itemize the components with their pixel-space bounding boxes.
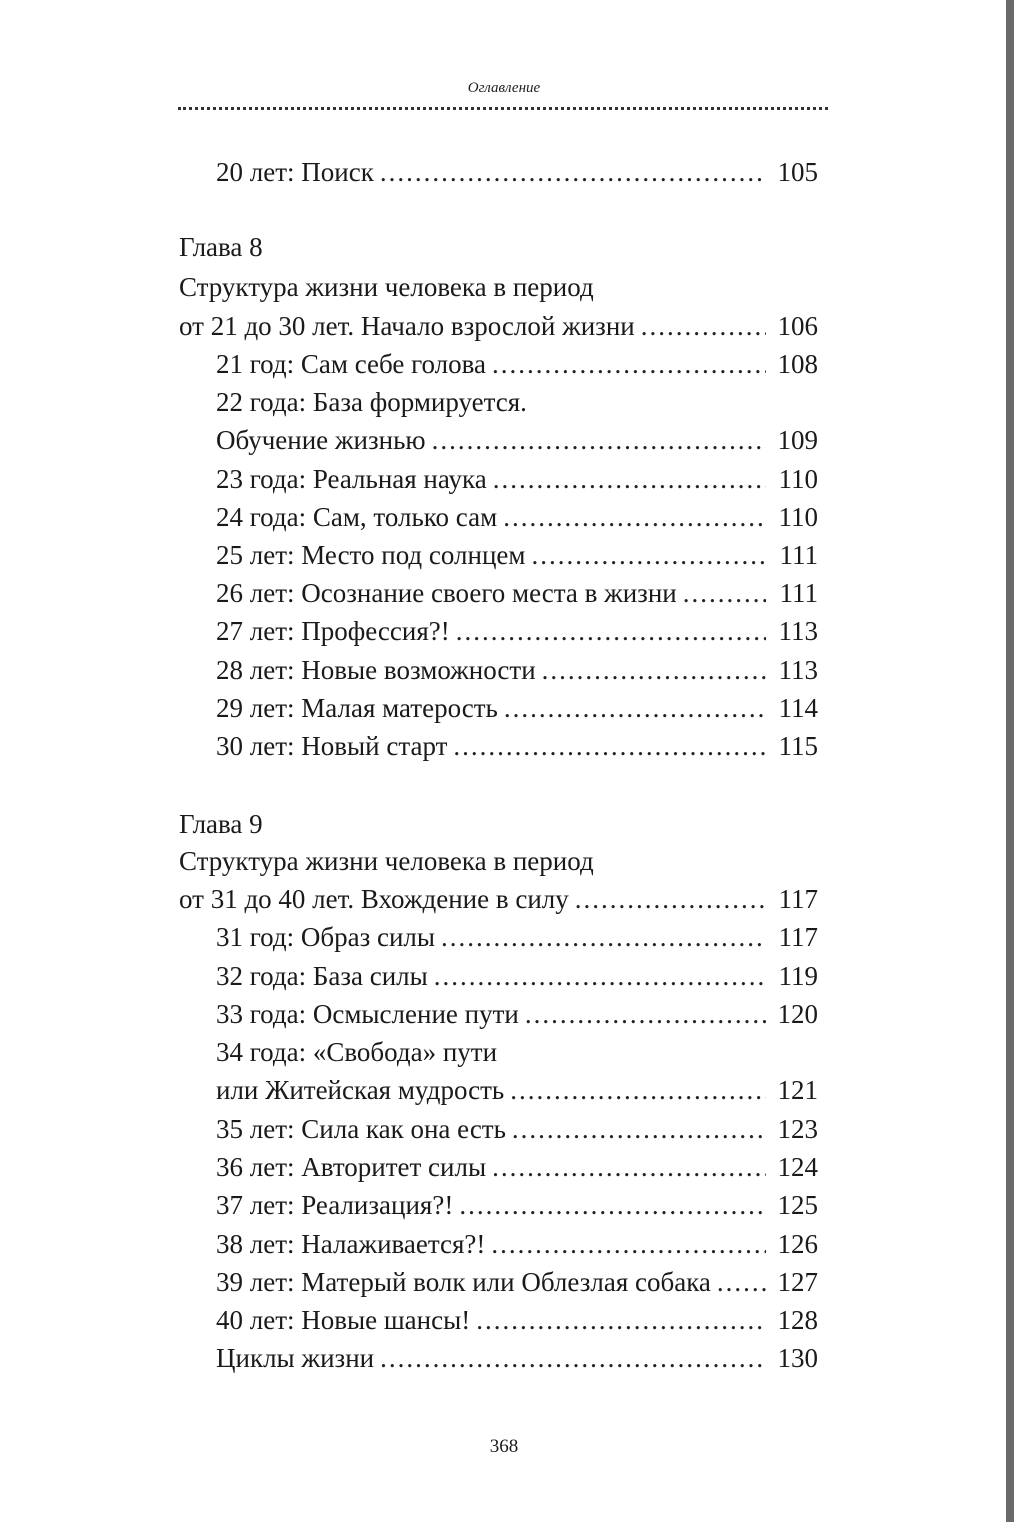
toc-entry-page: 123 (777, 1114, 818, 1144)
toc-entry-title: 35 лет: Сила как она есть (216, 1114, 506, 1144)
toc-entry-title: 30 лет: Новый старт (216, 731, 448, 761)
toc-entry-title: 37 лет: Реализация?! (216, 1190, 454, 1220)
toc-entry-title: 40 лет: Новые шансы! (216, 1305, 471, 1335)
toc-entry-page: 113 (778, 616, 818, 646)
toc-entry-page: 121 (777, 1075, 818, 1105)
dot-leader (641, 307, 766, 345)
toc-entry-title: 26 лет: Осознание своего места в жизни (216, 578, 677, 608)
toc-entry-title: 39 лет: Матерый волк или Облезлая собака (216, 1267, 711, 1297)
toc-entry[interactable] (216, 918, 818, 956)
dot-leader (380, 1339, 766, 1377)
chapter-title: от 21 до 30 лет. Начало взрослой жизни (179, 311, 635, 341)
page-edge-shadow (1006, 0, 1014, 1522)
toc-entry-page: 113 (778, 655, 818, 685)
toc-entry[interactable] (216, 536, 818, 574)
toc-entry[interactable] (216, 1301, 818, 1339)
toc-entry[interactable] (216, 345, 818, 383)
toc-entry-page: 128 (777, 1305, 818, 1335)
chapter-page: 106 (777, 311, 818, 341)
dot-leader (456, 612, 766, 650)
toc-entry[interactable] (216, 689, 818, 727)
toc-entry-title: или Житейская мудрость (216, 1075, 505, 1105)
dot-leader (542, 651, 766, 689)
dot-leader (575, 880, 766, 918)
toc-entry-title: 23 года: Реальная наука (216, 464, 487, 494)
dot-leader (459, 1186, 766, 1224)
toc-entry[interactable] (216, 574, 818, 612)
dot-leader (510, 1071, 766, 1109)
toc-entry-title-line: 34 года: «Свобода» пути (216, 1037, 498, 1067)
toc-entry-page: 117 (778, 922, 818, 952)
toc-entry-page: 110 (778, 502, 818, 532)
toc-entry[interactable] (216, 651, 818, 689)
toc-entry[interactable] (216, 1263, 818, 1301)
toc-entry-page: 110 (778, 464, 818, 494)
running-head: Оглавление (467, 80, 541, 96)
toc-entry[interactable] (216, 1110, 818, 1148)
dot-leader (476, 1301, 766, 1339)
toc-entry[interactable] (216, 421, 818, 459)
toc-entry-page: 125 (777, 1190, 818, 1220)
page-number: 368 (489, 1436, 519, 1457)
toc-entry-title: 24 года: Сам, только сам (216, 502, 498, 532)
dot-leader (492, 345, 766, 383)
toc-entry-page: 120 (777, 999, 818, 1029)
toc-entry-page: 127 (777, 1267, 818, 1297)
toc-entry-page: 124 (777, 1152, 818, 1182)
toc-entry-title: 27 лет: Профессия?! (216, 616, 450, 646)
dot-leader (531, 536, 766, 574)
dot-leader (525, 995, 766, 1033)
dot-leader (512, 1110, 766, 1148)
toc-entry-title: 20 лет: Поиск (216, 157, 374, 187)
toc-entry[interactable] (216, 1148, 818, 1186)
toc-entry[interactable] (216, 612, 818, 650)
chapter-entry[interactable] (179, 880, 818, 918)
dot-leader (717, 1263, 766, 1301)
toc-entry[interactable] (216, 498, 818, 536)
toc-entry-title: 33 года: Осмысление пути (216, 999, 519, 1029)
toc-entry-title: Обучение жизнью (216, 425, 426, 455)
toc-entry[interactable] (216, 153, 818, 191)
toc-entry-title: 31 год: Образ силы (216, 922, 436, 952)
dot-leader (441, 918, 766, 956)
dot-leader (434, 957, 766, 995)
toc-entry-page: 109 (777, 425, 818, 455)
chapter-title-line: Структура жизни человека в период (179, 272, 594, 302)
dot-leader (491, 1225, 766, 1263)
dot-leader (503, 498, 766, 536)
toc-entry[interactable] (216, 995, 818, 1033)
toc-entry-page: 115 (778, 731, 818, 761)
toc-entry-page: 114 (778, 693, 818, 723)
toc-entry[interactable] (216, 1225, 818, 1263)
toc-entry-page: 111 (779, 578, 818, 608)
toc-entry[interactable] (216, 957, 818, 995)
toc-entry[interactable] (216, 1339, 818, 1377)
toc-entry-page: 130 (777, 1343, 818, 1373)
toc-entry-page: 108 (777, 349, 818, 379)
toc-entry-page: 111 (779, 540, 818, 570)
toc-entry[interactable] (216, 1186, 818, 1224)
dot-leader (504, 689, 766, 727)
toc-entry-title: 29 лет: Малая матерость (216, 693, 498, 723)
dot-leader (453, 727, 766, 765)
toc-entry[interactable] (216, 727, 818, 765)
toc-entry-title: 36 лет: Авторитет силы (216, 1152, 487, 1182)
toc-entry-title: 21 год: Сам себе голова (216, 349, 486, 379)
toc-entry[interactable] (216, 460, 818, 498)
dot-leader (492, 1148, 766, 1186)
toc-entry-page: 119 (778, 961, 818, 991)
chapter-label: Глава 8 (179, 232, 263, 262)
toc-entry-title: 38 лет: Налаживается?! (216, 1229, 486, 1259)
chapter-page: 117 (778, 884, 818, 914)
chapter-title: от 31 до 40 лет. Вхождение в силу (179, 884, 569, 914)
chapter-entry[interactable] (179, 307, 818, 345)
toc-entry-title: 32 года: База силы (216, 961, 428, 991)
toc-entry-title: 25 лет: Место под солнцем (216, 540, 526, 570)
dot-leader (432, 421, 766, 459)
toc-entry-title: Циклы жизни (216, 1343, 375, 1373)
toc-entry[interactable] (216, 1071, 818, 1109)
toc-entry-title-line: 22 года: База формируется. (216, 387, 527, 417)
chapter-title-line: Структура жизни человека в период (179, 846, 594, 876)
toc-entry-page: 105 (777, 157, 818, 187)
header-dotted-rule (178, 107, 828, 110)
dot-leader (683, 574, 766, 612)
dot-leader (493, 460, 766, 498)
toc-entry-title: 28 лет: Новые возможности (216, 655, 536, 685)
chapter-label: Глава 9 (179, 809, 263, 839)
dot-leader (380, 153, 766, 191)
toc-entry-page: 126 (777, 1229, 818, 1259)
